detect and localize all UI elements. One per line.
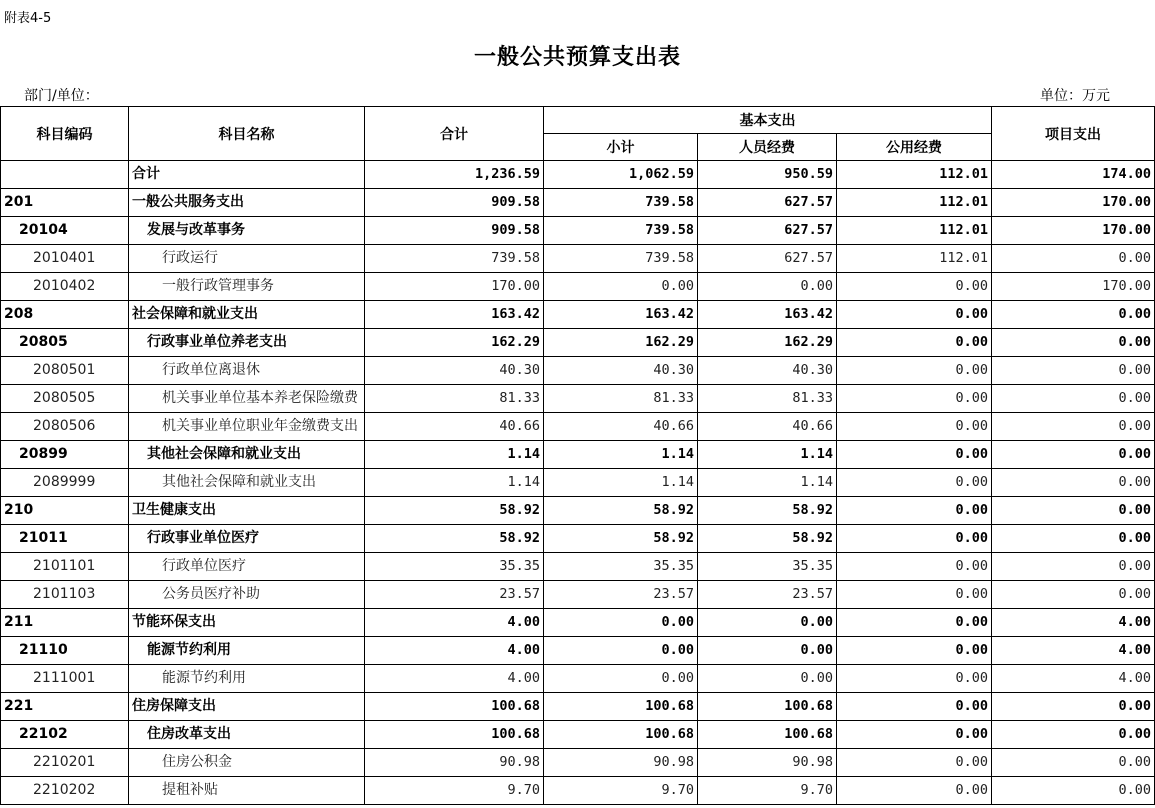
header-public: 公用经费 — [837, 134, 992, 161]
cell-personnel: 163.42 — [698, 301, 837, 329]
cell-personnel: 23.57 — [698, 581, 837, 609]
cell-name: 公务员医疗补助 — [129, 581, 365, 609]
cell-subtotal: 162.29 — [544, 329, 698, 357]
cell-subtotal: 40.66 — [544, 413, 698, 441]
cell-total: 170.00 — [365, 273, 544, 301]
cell-personnel: 9.70 — [698, 777, 837, 805]
cell-personnel: 100.68 — [698, 693, 837, 721]
annex-label: 附表4-5 — [4, 11, 52, 26]
cell-subtotal: 0.00 — [544, 637, 698, 665]
cell-personnel: 0.00 — [698, 273, 837, 301]
cell-subtotal: 58.92 — [544, 525, 698, 553]
cell-name: 行政事业单位养老支出 — [129, 329, 365, 357]
cell-subtotal: 1,062.59 — [544, 161, 698, 189]
cell-total: 4.00 — [365, 637, 544, 665]
cell-code: 2089999 — [1, 469, 129, 497]
table-row — [1, 329, 1155, 357]
cell-public: 0.00 — [837, 609, 992, 637]
page-title: 一般公共预算支出表 — [473, 44, 681, 70]
cell-subtotal: 40.30 — [544, 357, 698, 385]
cell-total: 739.58 — [365, 245, 544, 273]
table-row — [1, 385, 1155, 413]
header-subtotal: 小计 — [544, 134, 698, 161]
table-row — [1, 553, 1155, 581]
cell-code: 22102 — [1, 721, 129, 749]
cell-name: 发展与改革事务 — [129, 217, 365, 245]
cell-personnel: 0.00 — [698, 637, 837, 665]
cell-total: 40.66 — [365, 413, 544, 441]
cell-project: 0.00 — [992, 721, 1155, 749]
table-row — [1, 161, 1155, 189]
cell-code: 208 — [1, 301, 129, 329]
table-row — [1, 357, 1155, 385]
cell-project: 0.00 — [992, 301, 1155, 329]
cell-subtotal: 1.14 — [544, 441, 698, 469]
cell-public: 0.00 — [837, 497, 992, 525]
cell-total: 1,236.59 — [365, 161, 544, 189]
header-basic: 基本支出 — [544, 107, 992, 134]
cell-public: 0.00 — [837, 469, 992, 497]
cell-personnel: 100.68 — [698, 721, 837, 749]
cell-total: 40.30 — [365, 357, 544, 385]
table-row — [1, 721, 1155, 749]
cell-project: 170.00 — [992, 189, 1155, 217]
cell-project: 0.00 — [992, 469, 1155, 497]
cell-code: 2101101 — [1, 553, 129, 581]
table-row — [1, 637, 1155, 665]
cell-total: 35.35 — [365, 553, 544, 581]
table-row — [1, 581, 1155, 609]
cell-code: 21110 — [1, 637, 129, 665]
table-row — [1, 777, 1155, 805]
cell-public: 0.00 — [837, 357, 992, 385]
cell-public: 0.00 — [837, 329, 992, 357]
cell-public: 0.00 — [837, 553, 992, 581]
cell-total: 909.58 — [365, 217, 544, 245]
cell-name: 其他社会保障和就业支出 — [129, 469, 365, 497]
cell-code: 2111001 — [1, 665, 129, 693]
cell-public: 0.00 — [837, 777, 992, 805]
cell-name: 能源节约利用 — [129, 665, 365, 693]
cell-name: 节能环保支出 — [129, 609, 365, 637]
cell-personnel: 90.98 — [698, 749, 837, 777]
cell-name: 能源节约利用 — [129, 637, 365, 665]
cell-subtotal: 58.92 — [544, 497, 698, 525]
cell-total: 9.70 — [365, 777, 544, 805]
cell-public: 0.00 — [837, 581, 992, 609]
cell-code: 2010402 — [1, 273, 129, 301]
cell-code: 21011 — [1, 525, 129, 553]
cell-subtotal: 739.58 — [544, 245, 698, 273]
cell-public: 112.01 — [837, 189, 992, 217]
cell-public: 0.00 — [837, 413, 992, 441]
table-row — [1, 273, 1155, 301]
table-row — [1, 413, 1155, 441]
cell-subtotal: 0.00 — [544, 273, 698, 301]
cell-code: 2080501 — [1, 357, 129, 385]
cell-total: 23.57 — [365, 581, 544, 609]
cell-personnel: 58.92 — [698, 525, 837, 553]
cell-public: 112.01 — [837, 161, 992, 189]
cell-name: 其他社会保障和就业支出 — [129, 441, 365, 469]
cell-code: 2080506 — [1, 413, 129, 441]
cell-total: 100.68 — [365, 721, 544, 749]
cell-public: 0.00 — [837, 749, 992, 777]
cell-public: 0.00 — [837, 693, 992, 721]
cell-personnel: 162.29 — [698, 329, 837, 357]
table-row — [1, 525, 1155, 553]
cell-project: 0.00 — [992, 441, 1155, 469]
cell-personnel: 627.57 — [698, 189, 837, 217]
cell-personnel: 0.00 — [698, 609, 837, 637]
cell-code: 2210202 — [1, 777, 129, 805]
cell-public: 0.00 — [837, 525, 992, 553]
cell-subtotal: 739.58 — [544, 217, 698, 245]
cell-project: 0.00 — [992, 553, 1155, 581]
cell-name: 机关事业单位职业年金缴费支出 — [129, 413, 365, 441]
cell-name: 住房保障支出 — [129, 693, 365, 721]
cell-personnel: 0.00 — [698, 665, 837, 693]
cell-name: 提租补贴 — [129, 777, 365, 805]
cell-code: 211 — [1, 609, 129, 637]
cell-personnel: 40.30 — [698, 357, 837, 385]
cell-project: 0.00 — [992, 749, 1155, 777]
table-row — [1, 469, 1155, 497]
cell-name: 行政单位离退休 — [129, 357, 365, 385]
cell-project: 0.00 — [992, 581, 1155, 609]
header-total: 合计 — [365, 107, 544, 161]
cell-project: 0.00 — [992, 497, 1155, 525]
cell-code — [1, 161, 129, 189]
table-row — [1, 301, 1155, 329]
header-code: 科目编码 — [1, 107, 129, 161]
cell-public: 0.00 — [837, 721, 992, 749]
cell-name: 行政运行 — [129, 245, 365, 273]
cell-public: 0.00 — [837, 301, 992, 329]
cell-project: 0.00 — [992, 693, 1155, 721]
cell-total: 162.29 — [365, 329, 544, 357]
cell-name: 合计 — [129, 161, 365, 189]
cell-code: 2210201 — [1, 749, 129, 777]
cell-personnel: 950.59 — [698, 161, 837, 189]
cell-name: 行政事业单位医疗 — [129, 525, 365, 553]
cell-subtotal: 90.98 — [544, 749, 698, 777]
header-personnel: 人员经费 — [698, 134, 837, 161]
table-row — [1, 749, 1155, 777]
cell-code: 20104 — [1, 217, 129, 245]
cell-subtotal: 1.14 — [544, 469, 698, 497]
cell-project: 170.00 — [992, 217, 1155, 245]
cell-total: 1.14 — [365, 441, 544, 469]
cell-code: 20805 — [1, 329, 129, 357]
cell-name: 卫生健康支出 — [129, 497, 365, 525]
cell-subtotal: 100.68 — [544, 693, 698, 721]
cell-project: 0.00 — [992, 777, 1155, 805]
cell-personnel: 627.57 — [698, 217, 837, 245]
cell-total: 909.58 — [365, 189, 544, 217]
cell-project: 0.00 — [992, 357, 1155, 385]
cell-project: 0.00 — [992, 245, 1155, 273]
cell-project: 174.00 — [992, 161, 1155, 189]
table-header — [1, 107, 1155, 161]
cell-code: 2010401 — [1, 245, 129, 273]
table-row — [1, 217, 1155, 245]
cell-total: 1.14 — [365, 469, 544, 497]
unit-label: 单位：万元 — [1040, 88, 1110, 104]
cell-project: 4.00 — [992, 665, 1155, 693]
cell-subtotal: 0.00 — [544, 609, 698, 637]
table-row — [1, 497, 1155, 525]
cell-project: 170.00 — [992, 273, 1155, 301]
cell-total: 81.33 — [365, 385, 544, 413]
cell-subtotal: 100.68 — [544, 721, 698, 749]
cell-total: 58.92 — [365, 525, 544, 553]
cell-project: 0.00 — [992, 329, 1155, 357]
table-body — [1, 161, 1155, 805]
cell-code: 2101103 — [1, 581, 129, 609]
cell-public: 112.01 — [837, 245, 992, 273]
cell-project: 4.00 — [992, 609, 1155, 637]
cell-project: 0.00 — [992, 525, 1155, 553]
header-name: 科目名称 — [129, 107, 365, 161]
cell-name: 一般公共服务支出 — [129, 189, 365, 217]
cell-personnel: 1.14 — [698, 441, 837, 469]
cell-personnel: 627.57 — [698, 245, 837, 273]
cell-total: 90.98 — [365, 749, 544, 777]
cell-code: 2080505 — [1, 385, 129, 413]
table-row — [1, 693, 1155, 721]
cell-subtotal: 739.58 — [544, 189, 698, 217]
cell-project: 0.00 — [992, 413, 1155, 441]
cell-project: 0.00 — [992, 385, 1155, 413]
table-row — [1, 609, 1155, 637]
table-row — [1, 665, 1155, 693]
cell-subtotal: 35.35 — [544, 553, 698, 581]
cell-code: 201 — [1, 189, 129, 217]
cell-name: 行政单位医疗 — [129, 553, 365, 581]
cell-personnel: 40.66 — [698, 413, 837, 441]
cell-personnel: 35.35 — [698, 553, 837, 581]
budget-table — [0, 106, 1155, 805]
cell-public: 0.00 — [837, 441, 992, 469]
cell-total: 100.68 — [365, 693, 544, 721]
table-row — [1, 245, 1155, 273]
cell-public: 0.00 — [837, 385, 992, 413]
table-row — [1, 189, 1155, 217]
cell-name: 一般行政管理事务 — [129, 273, 365, 301]
cell-name: 机关事业单位基本养老保险缴费 — [129, 385, 365, 413]
cell-public: 0.00 — [837, 637, 992, 665]
cell-subtotal: 163.42 — [544, 301, 698, 329]
cell-project: 4.00 — [992, 637, 1155, 665]
cell-code: 20899 — [1, 441, 129, 469]
department-label: 部门/单位： — [24, 88, 99, 104]
cell-personnel: 81.33 — [698, 385, 837, 413]
cell-subtotal: 23.57 — [544, 581, 698, 609]
cell-subtotal: 0.00 — [544, 665, 698, 693]
cell-total: 163.42 — [365, 301, 544, 329]
cell-name: 社会保障和就业支出 — [129, 301, 365, 329]
table-row — [1, 441, 1155, 469]
cell-total: 4.00 — [365, 665, 544, 693]
cell-public: 112.01 — [837, 217, 992, 245]
cell-subtotal: 81.33 — [544, 385, 698, 413]
cell-personnel: 1.14 — [698, 469, 837, 497]
cell-code: 221 — [1, 693, 129, 721]
cell-code: 210 — [1, 497, 129, 525]
header-project: 项目支出 — [992, 107, 1155, 161]
cell-subtotal: 9.70 — [544, 777, 698, 805]
cell-public: 0.00 — [837, 665, 992, 693]
cell-personnel: 58.92 — [698, 497, 837, 525]
cell-total: 58.92 — [365, 497, 544, 525]
cell-name: 住房改革支出 — [129, 721, 365, 749]
cell-public: 0.00 — [837, 273, 992, 301]
cell-name: 住房公积金 — [129, 749, 365, 777]
cell-total: 4.00 — [365, 609, 544, 637]
